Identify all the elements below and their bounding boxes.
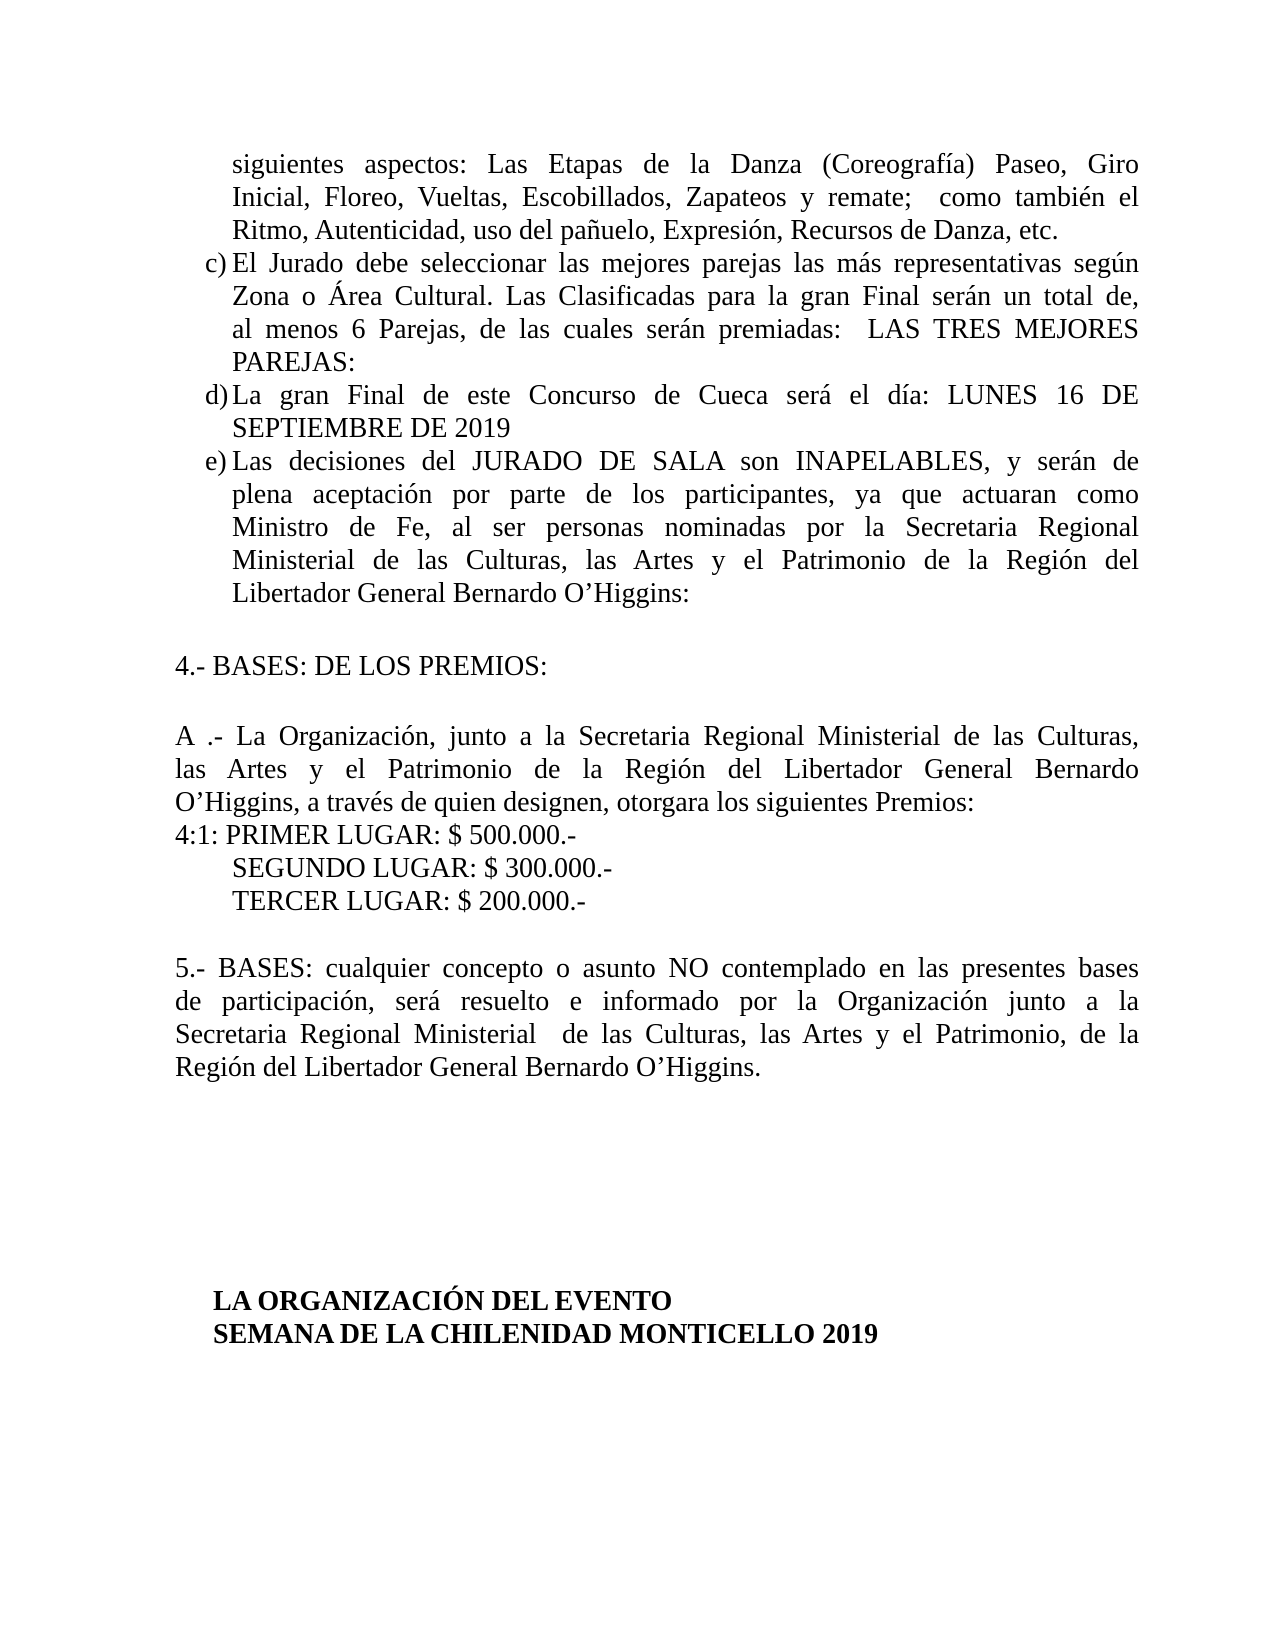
text-line: de participación, será resuelto e informado por la Organización junto a la [175,986,1139,1017]
text-line: Libertador General Bernardo O’Higgins: [232,578,690,609]
text-line: SEGUNDO LUGAR: $ 300.000.- [232,853,613,884]
text-line: Región del Libertador General Bernardo O’Higgins. [175,1052,762,1083]
text-line: Secretaria Regional Ministerial de las Culturas, las Artes y el Patrimonio, de la [175,1019,1139,1050]
text-line: La gran Final de este Concurso de Cueca será el día: LUNES 16 DE [232,380,1139,411]
text-line: A .- La Organización, junto a la Secretaria Regional Ministerial de las Culturas, [175,721,1139,752]
text-line: Ritmo, Autenticidad, uso del pañuelo, Expresión, Recursos de Danza, etc. [232,215,1059,246]
text-line: las Artes y el Patrimonio de la Región del Libertador General Bernardo [175,754,1139,785]
text-line: Inicial, Floreo, Vueltas, Escobillados, Zapateos y remate; como también el [232,182,1139,213]
list-item-marker: e) [205,446,227,477]
document-content [175,148,1139,1351]
blank-line [175,918,1139,952]
list-item-marker: d) [205,380,229,411]
text-line: El Jurado debe seleccionar las mejores parejas las más representativas según [232,248,1139,279]
text-line: 4:1: PRIMER LUGAR: $ 500.000.- [175,820,577,851]
text-line: siguientes aspectos: Las Etapas de la Danza (Coreografía) Paseo, Giro [232,149,1139,180]
list-item [175,445,1139,610]
blank-space [175,1084,1139,1285]
paragraph-5 [175,952,1139,1084]
text-line: al menos 6 Parejas, de las cuales serán premiadas: LAS TRES MEJORES [232,314,1139,345]
text-line: O’Higgins, a través de quien designen, otorgara los siguientes Premios: [175,787,975,818]
blank-line [175,610,1139,650]
list-item-marker: c) [205,248,227,279]
section-4-heading: 4.- BASES: DE LOS PREMIOS: [175,651,548,682]
text-line: Las decisiones del JURADO DE SALA son INAPELABLES, y serán de [232,446,1139,477]
footer-line-1: LA ORGANIZACIÓN DEL EVENTO [213,1286,673,1317]
text-line: Ministro de Fe, al ser personas nominadas por la Secretaria Regional [232,512,1139,543]
prize-list [175,819,1139,918]
text-line: Ministerial de las Culturas, las Artes y el Patrimonio de la Región del [232,545,1139,576]
text-line: plena aceptación por parte de los participantes, ya que actuaran como [232,479,1139,510]
list-item [175,379,1139,445]
text-line: PAREJAS: [232,347,356,378]
list-section [175,148,1139,610]
list-item [175,148,1139,247]
paragraph-a [175,720,1139,819]
text-line: TERCER LUGAR: $ 200.000.- [232,886,586,917]
footer-signature [175,1285,1139,1351]
text-line: Zona o Área Cultural. Las Clasificadas para la gran Final serán un total de, [232,281,1139,312]
footer-line-2: SEMANA DE LA CHILENIDAD MONTICELLO 2019 [213,1319,879,1350]
list-item [175,247,1139,379]
text-line: 5.- BASES: cualquier concepto o asunto NO contemplado en las presentes bases [175,953,1139,984]
text-line: SEPTIEMBRE DE 2019 [232,413,511,444]
blank-line [175,683,1139,720]
